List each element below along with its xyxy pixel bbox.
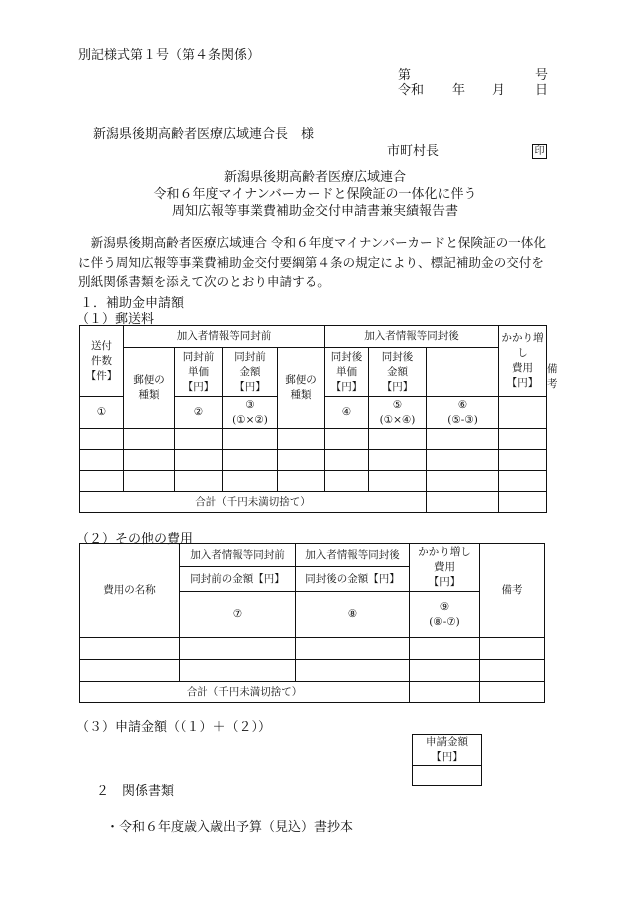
h-type-after-l1: 郵便の [285, 374, 317, 386]
total-remarks-2 [480, 682, 545, 703]
request-heading: （３）申請金額（（１）＋（２）） [76, 720, 272, 735]
cell-after-amount-2[interactable] [296, 660, 410, 682]
h-before-amount-2: 同封前の金額【円】 [180, 567, 296, 592]
h-before-amount-l3: 【円】 [234, 380, 266, 393]
h-cost-name: 費用の名称 [80, 544, 180, 638]
title-line-2: 令和６年度マイナンバーカードと保険証の一体化に伴う [153, 187, 477, 202]
cell-sent-count[interactable] [80, 471, 124, 492]
date-day: 日 [535, 83, 549, 98]
date-month: 月 [492, 83, 506, 98]
cell-extra-cost[interactable] [427, 450, 499, 471]
h-before-unit-l1: 同封前 [182, 350, 215, 363]
marker-4: ④ [325, 397, 369, 429]
cell-sent-count[interactable] [80, 429, 124, 450]
cell-remarks-2[interactable] [480, 638, 545, 660]
h-after-unit-l1: 同封後 [330, 350, 363, 363]
seal-text: 印 [532, 144, 547, 159]
cell-remarks[interactable] [499, 471, 547, 492]
h-sent-count-l1: 送付 [91, 339, 112, 352]
h-before-amount [223, 348, 278, 397]
form-id: 別記様式第１号（第４条関係） [78, 48, 261, 63]
table-row [80, 471, 547, 492]
h-extra-cost-2 [410, 544, 480, 592]
request-amount-value[interactable] [413, 766, 482, 786]
cell-before-amount-2[interactable] [180, 660, 296, 682]
marker-9-formula: (⑧-⑦) [429, 615, 460, 628]
cell-before-amount[interactable] [223, 450, 278, 471]
cell-after-amount[interactable] [369, 471, 427, 492]
marker-6-num: ⑥ [457, 398, 468, 411]
seal-stamp [532, 139, 547, 159]
cell-extra-cost-2[interactable] [410, 660, 480, 682]
cell-mail-type-before[interactable] [124, 429, 175, 450]
cell-before-amount[interactable] [223, 429, 278, 450]
related-doc-item: ・令和６年度歳入歳出予算（見込）書抄本 [106, 820, 354, 835]
total-remarks [499, 492, 547, 513]
h-extra-cost [499, 326, 547, 397]
marker-3-formula: (①×②) [232, 413, 268, 426]
marker-8: ⑧ [296, 592, 410, 638]
h-after-amount-l1: 同封後 [381, 350, 414, 363]
marker-7: ⑦ [180, 592, 296, 638]
h-sent-count [80, 326, 124, 397]
cell-after-amount[interactable] [369, 429, 427, 450]
intro-paragraph: 新潟県後期高齢者医療広域連合 令和６年度マイナンバーカードと保険証の一体化に伴う周知広報等事業費補助金交付要綱第４条の規定により、標記補助金の交付を別紙関係書類を添えて次のとおり申請する。 [78, 235, 546, 289]
h-sent-count-l2: 件数 [91, 354, 112, 367]
marker-2: ② [175, 397, 223, 429]
h-before-amount-l1: 同封前 [234, 350, 266, 363]
h-type-after-l2: 種類 [290, 389, 312, 401]
request-amount-box [412, 734, 482, 786]
h-before-unit [175, 348, 223, 397]
cell-cost-name[interactable] [80, 660, 180, 682]
h-extra-l2: 費用 [512, 362, 534, 374]
marker-5 [369, 397, 427, 429]
cell-before-amount-2[interactable] [180, 638, 296, 660]
h-type-before-l1: 郵便の [133, 374, 165, 386]
table-row [80, 638, 545, 660]
h-after-amount-l3: 【円】 [381, 380, 414, 393]
table-row [80, 450, 547, 471]
cell-after-unit[interactable] [325, 450, 369, 471]
cell-before-unit[interactable] [175, 450, 223, 471]
addressee: 新潟県後期高齢者医療広域連合長 様 [93, 127, 315, 142]
total-row-2 [80, 682, 545, 703]
marker-9-num: ⑨ [439, 600, 450, 613]
h-before-amount-l2: 金額 [239, 365, 261, 378]
request-amount-label [413, 735, 482, 766]
other-cost-table [79, 543, 545, 703]
cell-mail-type-after[interactable] [278, 450, 325, 471]
marker-6 [427, 397, 499, 429]
other-heading: （２）その他の費用 [76, 532, 194, 547]
cell-before-unit[interactable] [175, 471, 223, 492]
cell-before-unit[interactable] [175, 429, 223, 450]
request-label-l1: 申請金額 [426, 736, 468, 748]
h-extra2-l1: かかり増し [418, 546, 471, 558]
table-row [80, 660, 545, 682]
total-label-2: 合計（千円未満切捨て） [80, 682, 410, 703]
h-extra-l3: 【円】 [506, 377, 539, 389]
h-mail-type-before [124, 348, 175, 429]
h-after-amount [369, 348, 427, 397]
h-extra-l1: かかり増し [501, 332, 544, 359]
cell-after-amount[interactable] [369, 450, 427, 471]
total-row [80, 492, 547, 513]
cell-mail-type-before[interactable] [124, 450, 175, 471]
total-extra-cost-2[interactable] [410, 682, 480, 703]
cell-remarks[interactable] [499, 429, 547, 450]
date-era: 令和 [398, 83, 425, 98]
cell-extra-cost[interactable] [427, 471, 499, 492]
marker-6-formula: (⑤-③) [447, 413, 478, 426]
total-label: 合計（千円未満切捨て） [80, 492, 427, 513]
title-line-1: 新潟県後期高齢者医療広域連合 [223, 170, 406, 185]
cell-after-unit[interactable] [325, 429, 369, 450]
h-after-unit [325, 348, 369, 397]
cell-extra-cost-2[interactable] [410, 638, 480, 660]
h-before-unit-l3: 【円】 [182, 380, 215, 393]
cell-cost-name[interactable] [80, 638, 180, 660]
cell-mail-type-after[interactable] [278, 429, 325, 450]
table-row [80, 429, 547, 450]
cell-remarks-2[interactable] [480, 660, 545, 682]
postage-heading: （１）郵送料 [76, 312, 155, 327]
marker-5-num: ⑤ [392, 398, 403, 411]
h-sent-count-l3: 【件】 [85, 369, 118, 382]
h-before-unit-l2: 単価 [188, 365, 209, 378]
marker-9 [410, 592, 480, 638]
title-line-3: 周知広報等事業費補助金交付申請書兼実績報告書 [171, 204, 458, 219]
h-after-unit-l3: 【円】 [330, 380, 363, 393]
cell-before-amount[interactable] [223, 471, 278, 492]
cell-after-amount-2[interactable] [296, 638, 410, 660]
h-mail-type-after [278, 348, 325, 429]
marker-3-num: ③ [245, 398, 255, 411]
h-after-unit-l2: 単価 [336, 365, 357, 378]
h-type-before-l2: 種類 [138, 389, 160, 401]
marker-1: ① [80, 397, 124, 429]
number-prefix: 第 [398, 68, 412, 83]
cell-mail-type-after[interactable] [278, 471, 325, 492]
section2-heading: ２ 関係書類 [96, 784, 175, 799]
postage-table: 送付 件数 【件】 加入者情報等同封前 加入者情報等同封後 かかり増し 費用 【円】 備考 郵便の 種類 同封前 単価 【円】 同封前 金額 【円】 郵便の 種類 同封後 単価 【円】 同封後 金額 【円】 ① ② ③ (①×②) ④ ⑤ (①×④) ⑥ (⑤-③) 合計（千円未満切捨て） [79, 325, 547, 513]
h-before-group-2: 加入者情報等同封前 [180, 544, 296, 567]
h-after-amount-2: 同封後の金額【円】 [296, 567, 410, 592]
cell-after-unit[interactable] [325, 471, 369, 492]
h-after-group: 加入者情報等同封後 [325, 326, 499, 348]
h-extra2-l2: 費用 [434, 561, 455, 573]
marker-3 [223, 397, 278, 429]
h-before-group: 加入者情報等同封前 [124, 326, 325, 348]
cell-remarks[interactable] [499, 450, 547, 471]
h-extra2-l3: 【円】 [428, 576, 461, 588]
total-extra-cost[interactable] [427, 492, 499, 513]
marker-5-formula: (①×④) [379, 413, 416, 426]
date-year: 年 [452, 83, 466, 98]
sender: 市町村長 [387, 144, 440, 159]
cell-sent-count[interactable] [80, 450, 124, 471]
number-suffix: 号 [535, 68, 549, 83]
request-label-l2: 【円】 [431, 751, 463, 763]
cell-extra-cost[interactable] [427, 429, 499, 450]
cell-mail-type-before[interactable] [124, 471, 175, 492]
section1-heading: １．補助金申請額 [80, 296, 185, 311]
h-after-amount-l2: 金額 [387, 365, 408, 378]
h-remarks-2: 備考 [480, 544, 545, 638]
h-after-group-2: 加入者情報等同封後 [296, 544, 410, 567]
